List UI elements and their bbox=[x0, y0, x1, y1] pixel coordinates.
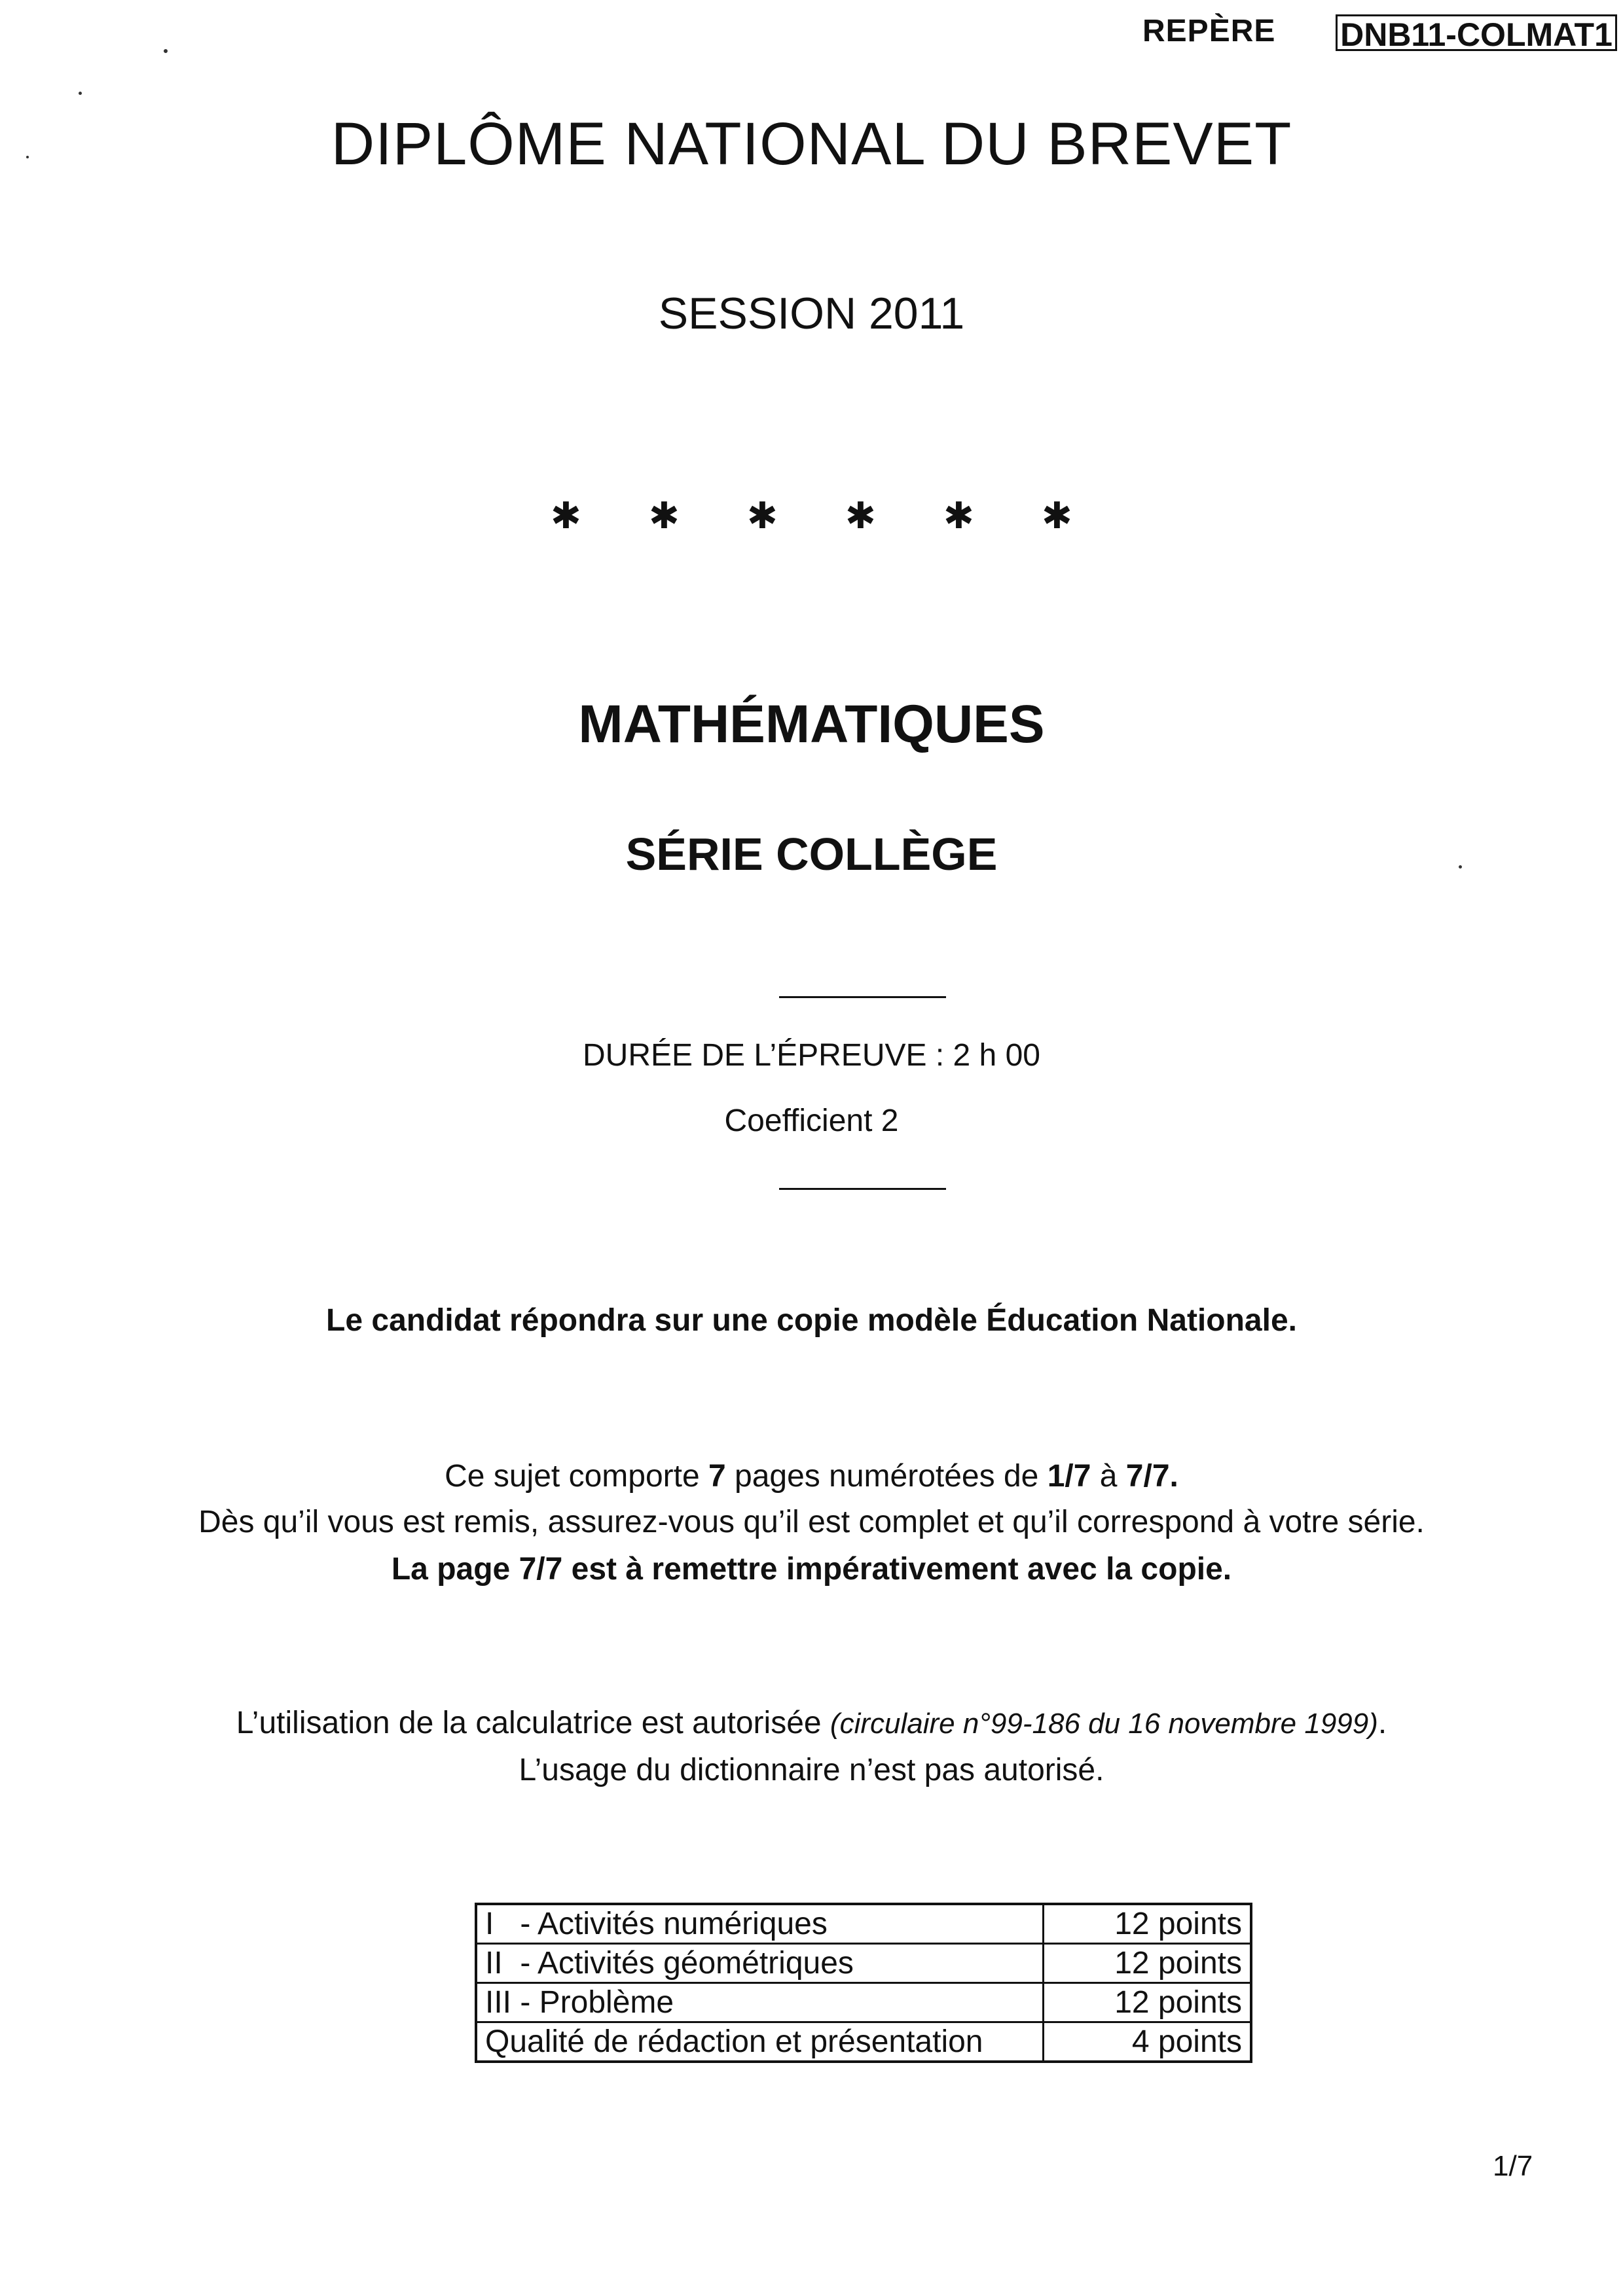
repere-label: REPÈRE bbox=[1142, 14, 1276, 48]
calculator-end: . bbox=[1377, 1706, 1387, 1740]
page-count-text: à bbox=[1091, 1459, 1126, 1494]
table-row bbox=[476, 1983, 1251, 2022]
page-count-line bbox=[0, 1458, 1623, 1494]
series-title: SÉRIE COLLÈGE bbox=[625, 829, 998, 880]
dictionary-rule-line: L’usage du dictionnaire n’est pas autorisé. bbox=[519, 1753, 1104, 1787]
star-icon: ✱ bbox=[649, 495, 680, 536]
star-icon: ✱ bbox=[845, 495, 876, 536]
section-name: II - Activités géométriques bbox=[476, 1944, 1044, 1983]
page-number: 1/7 bbox=[1493, 2150, 1533, 2182]
section-points: 4 points bbox=[1044, 2022, 1252, 2062]
section-points: 12 points bbox=[1044, 1983, 1252, 2022]
return-page-line: La page 7/7 est à remettre impérativement avec la copie. bbox=[391, 1552, 1232, 1587]
divider-rule bbox=[779, 1188, 946, 1190]
calculator-text: L’utilisation de la calculatrice est autorisée bbox=[236, 1706, 830, 1740]
star-divider bbox=[0, 494, 1623, 537]
table-row bbox=[476, 1944, 1251, 1983]
page-last: 7/7. bbox=[1125, 1459, 1178, 1494]
subject-title: MATHÉMATIQUES bbox=[578, 694, 1045, 754]
table-row bbox=[476, 2022, 1251, 2062]
answer-sheet-note: Le candidat répondra sur une copie modèle Éducation Nationale. bbox=[326, 1303, 1297, 1338]
page-count-text: Ce sujet comporte bbox=[445, 1459, 708, 1494]
page-first: 1/7 bbox=[1047, 1459, 1091, 1494]
exam-coefficient: Coefficient 2 bbox=[724, 1103, 899, 1138]
scoring-table bbox=[475, 1903, 1252, 2063]
divider-rule bbox=[779, 996, 946, 998]
section-points: 12 points bbox=[1044, 1904, 1252, 1944]
calculator-rule-line bbox=[0, 1705, 1623, 1741]
section-name: I - Activités numériques bbox=[476, 1904, 1044, 1944]
section-points: 12 points bbox=[1044, 1944, 1252, 1983]
completeness-check-line: Dès qu’il vous est remis, assurez-vous qu’il est complet et qu’il correspond à votre série. bbox=[198, 1505, 1425, 1539]
section-name: Qualité de rédaction et présentation bbox=[476, 2022, 1044, 2062]
star-icon: ✱ bbox=[1042, 495, 1072, 536]
scan-speck bbox=[79, 92, 82, 95]
star-icon: ✱ bbox=[551, 495, 581, 536]
repere-code-box: DNB11-COLMAT1 bbox=[1336, 14, 1617, 51]
page-count-number: 7 bbox=[708, 1459, 726, 1494]
exam-duration: DURÉE DE L’ÉPREUVE : 2 h 00 bbox=[583, 1038, 1040, 1073]
calculator-reference: (circulaire n°99-186 du 16 novembre 1999) bbox=[830, 1708, 1378, 1740]
scan-speck bbox=[164, 49, 168, 53]
star-icon: ✱ bbox=[747, 495, 778, 536]
star-icon: ✱ bbox=[943, 495, 974, 536]
table-row bbox=[476, 1904, 1251, 1944]
page-count-text: pages numérotées de bbox=[725, 1459, 1048, 1494]
diploma-title: DIPLÔME NATIONAL DU BREVET bbox=[331, 111, 1292, 177]
section-name: III - Problème bbox=[476, 1983, 1044, 2022]
session-label: SESSION 2011 bbox=[658, 289, 965, 338]
